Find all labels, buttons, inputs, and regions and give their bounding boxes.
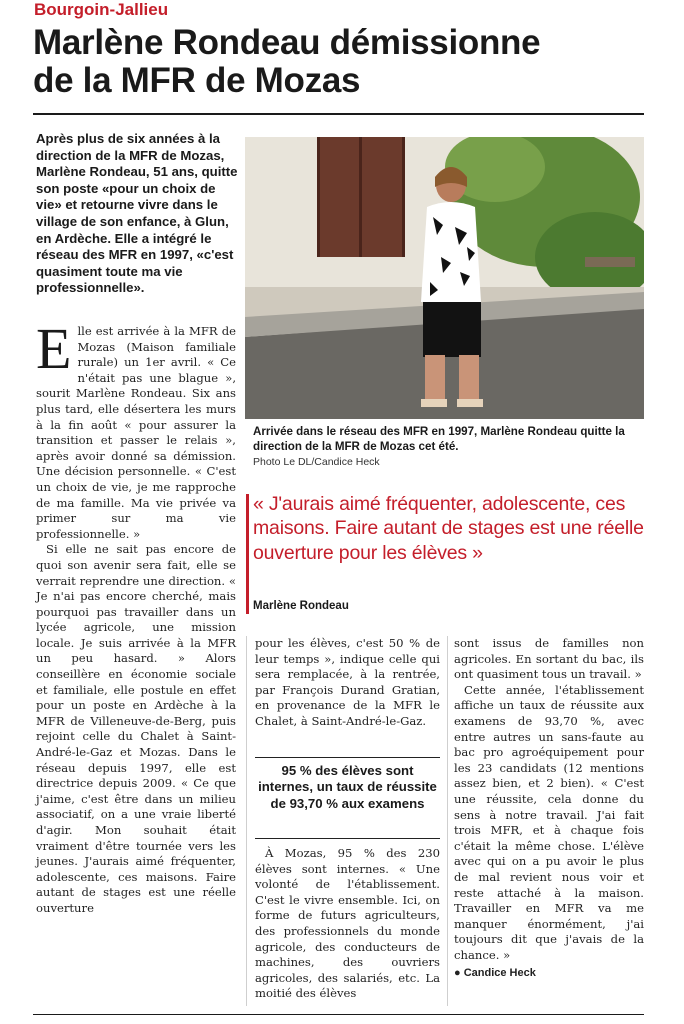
col2-paragraph-1: pour les élèves, c'est 50 % de leur temps », indique celle qui sera remplacée, à la rentrée, par François Durand Gratian, en provenance de la MFR le Chalet, à Saint-André-le-Gaz. <box>255 636 440 728</box>
exergue: 95 % des élèves sont internes, un taux de réussite de 93,70 % aux examens <box>258 763 437 811</box>
exergue-rule-top <box>255 757 440 758</box>
article-kicker: Bourgoin-Jallieu <box>34 0 169 19</box>
headline-line-1: Marlène Rondeau démissionne <box>33 23 541 62</box>
body-column-2b <box>255 846 440 1002</box>
article-photo <box>245 137 644 419</box>
pull-quote-author: Marlène Rondeau <box>253 600 349 612</box>
col1-paragraph-1: lle est arrivée à la MFR de Mozas (Maison familiale rurale) un 1er avril. « Ce n'était pas une blague », sourit Marlène Rondeau. Six ans plus tard, elle désertera les murs à la fin août « pour assurer la transition et passer le relais », après avoir donné sa démission. Une décision personnelle. « C'est un choix de vie, je me rapproche de ma famille. Ma vie privée va primer sur ma vie professionnelle. » <box>36 324 236 541</box>
col2-paragraph-2: À Mozas, 95 % des 230 élèves sont internes. « Une volonté de l'établissement. C'est le vivre ensemble. Ici, on forme de futurs agriculteurs, des professionnels du monde agricole, des conducteurs de machines, des ouvriers agricoles, des salariés, etc. La moitié des élèves <box>255 846 440 1001</box>
article-headline <box>33 24 673 100</box>
photo-caption: Arrivée dans le réseau des MFR en 1997, Marlène Rondeau quitte la direction de la MFR de Mozas cet été. <box>253 425 625 453</box>
pull-quote: « J'aurais aimé fréquenter, adolescente, ces maisons. Faire autant de stages est une réelle ouverture pour les élèves » <box>253 493 644 564</box>
column-divider-2 <box>447 636 448 1006</box>
article-chapo: Après plus de six années à la direction de la MFR de Mozas, Marlène Rondeau, 51 ans, quitte son poste «pour un choix de vie» et retourne vivre dans le village de son enfance, à Glun, en Ardèche. Elle a intégré le réseau des MFR en 1997, «c'est quasiment toute ma vie professionnelle». <box>36 131 238 296</box>
body-column-2 <box>255 636 440 730</box>
headline-line-2: de la MFR de Mozas <box>33 61 361 100</box>
article-signature: ● Candice Heck <box>454 967 536 980</box>
header-rule <box>33 113 644 115</box>
photo-credit: Photo Le DL/Candice Heck <box>253 456 380 468</box>
col3-paragraph-1: sont issus de familles non agricoles. En sortant du bac, ils ont quasiment tous un travail. » <box>454 636 644 682</box>
column-divider-1 <box>246 636 247 1006</box>
col3-paragraph-2: Cette année, l'établissement affiche un taux de réussite aux examens de 93,70 %, avec entre autres un sans-faute au bac pro agroéquipement pour les 23 candidats (12 mentions assez bien, et 2 bien). « C'est une réussite, cela donne du sens à notre travail. J'ai fait trois MFR, et à chaque fois c'était la même chose. L'élève avec qui on a pu avoir le plus de mal revient nous voir et reste attaché à la maison. Travailler en MFR va me manquer énormément, j'ai toujours dit que j'avais de la chance. » <box>454 682 644 962</box>
col1-paragraph-2: Si elle ne sait pas encore de quoi son avenir sera fait, elle se verrait reprendre une direction. « Je n'ai pas encore cherché, mais pourquoi pas travailler dans un lycée agricole, une mission locale. Je suis arrivée à la MFR un peu hasard. » Alors conseillère en économie sociale et familiale, elle postule en effet pour un poste en Ardèche à la MFR de Villeneuve-de-Berg, puis rejoint celle du Chalet à Saint-André-le-Gaz et Mozas. Dans le réseau depuis 1997, elle est directrice depuis 2009. « Ce que j'aime, c'est être dans un milieu associatif, on a une vraie liberté d'agir. Mon souhait était vraiment d'être tournée vers les jeunes. J'aurais aimé fréquenter, adolescente, ces maisons. Faire autant de stages est une réelle ouverture <box>36 542 236 915</box>
exergue-rule-bottom <box>255 838 440 839</box>
body-column-1 <box>36 316 236 917</box>
drop-cap: E <box>36 316 72 381</box>
body-column-3 <box>454 636 644 982</box>
photo-illustration <box>245 137 644 419</box>
quote-accent-bar <box>246 494 249 614</box>
bottom-rule <box>33 1014 644 1015</box>
